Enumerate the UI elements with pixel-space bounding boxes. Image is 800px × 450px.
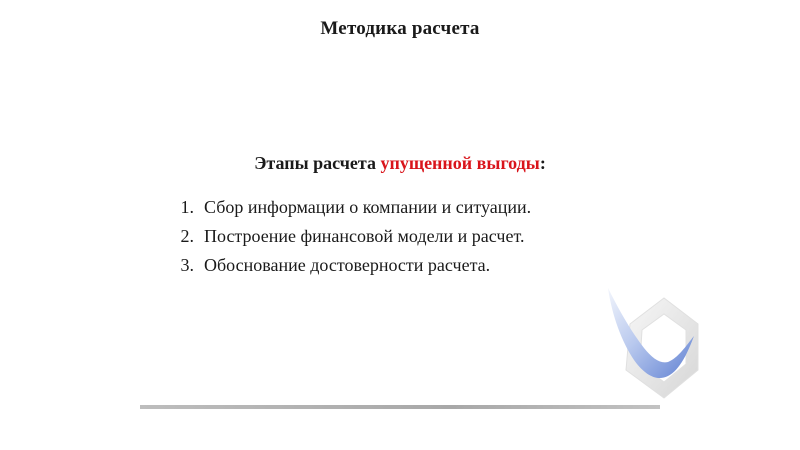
list-item [158,225,678,254]
step-text: Сбор информации о компании и ситуации. [204,197,532,217]
step-number: 2. [180,226,194,246]
steps-heading-prefix: Этапы расчета [254,153,381,173]
slide-title: Методика расчета [320,18,480,39]
list-item [158,196,678,225]
steps-heading-accent: упущенной выгоды [380,153,540,173]
step-text: Обоснование достоверности расчета. [204,255,491,275]
step-text: Построение финансовой модели и расчет. [204,226,525,246]
bottom-divider [140,405,660,409]
list-item [158,254,678,283]
step-number: 3. [180,255,194,275]
step-number: 1. [180,197,194,217]
checkmark-chevron-logo-icon [600,286,708,402]
steps-heading-suffix: : [539,153,546,173]
steps-heading [0,153,800,174]
steps-list [158,196,678,283]
